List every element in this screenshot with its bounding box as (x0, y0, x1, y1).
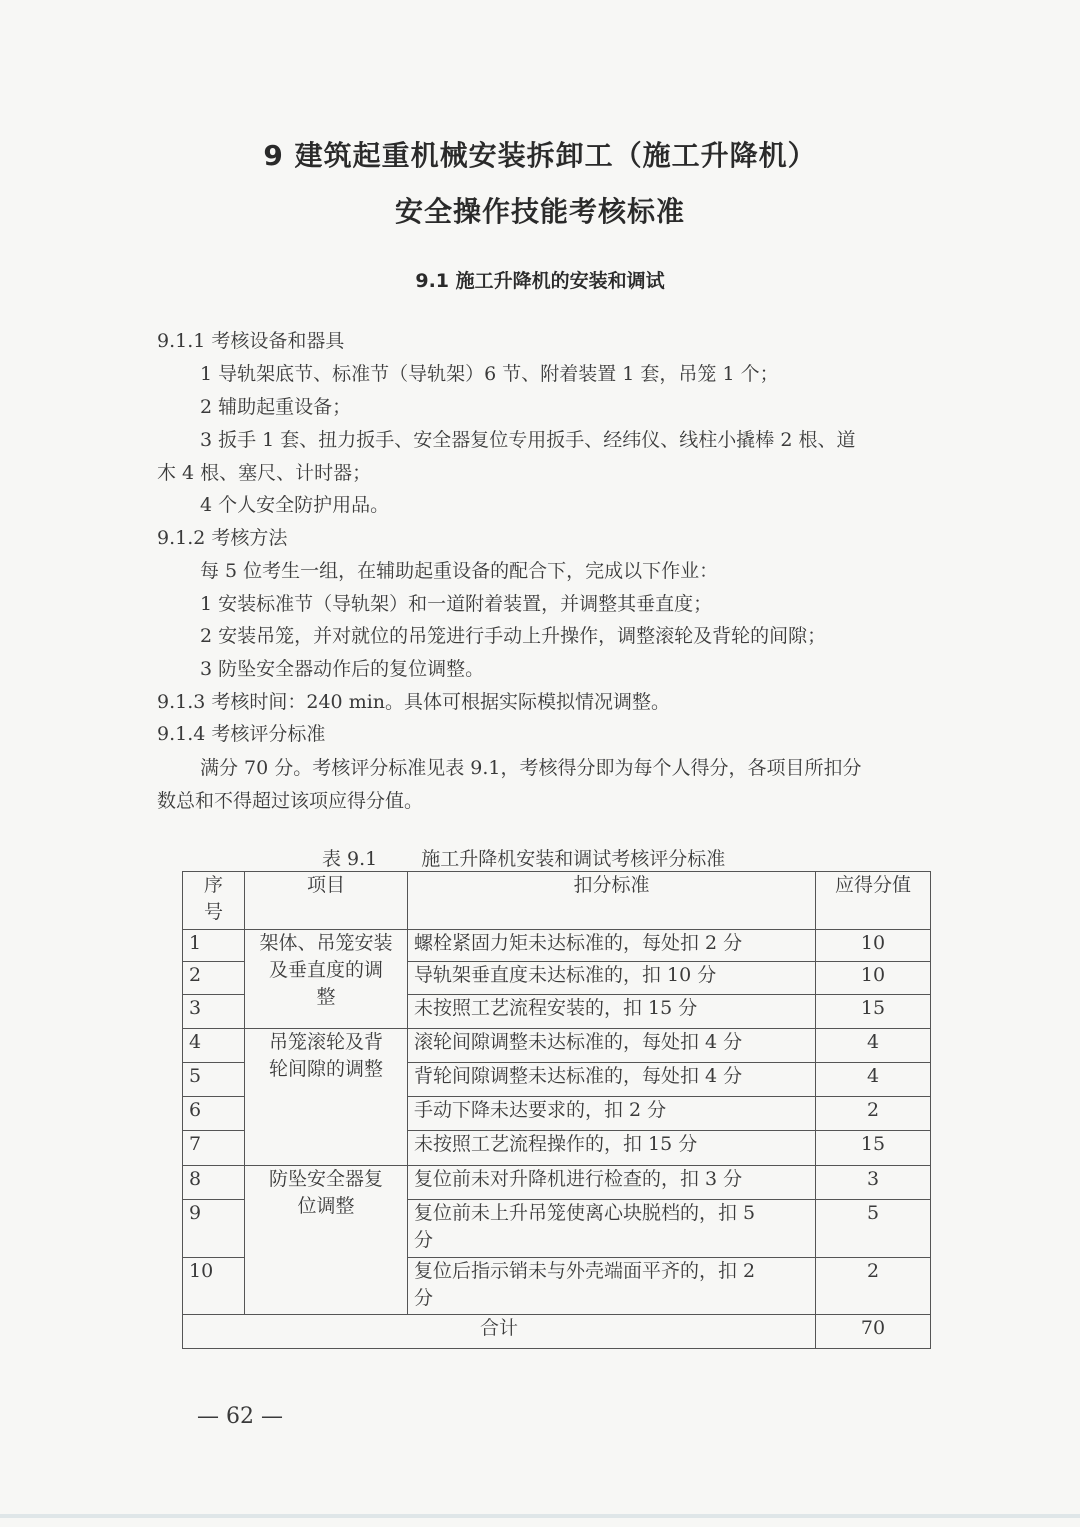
row-rule: 复位前未上升吊笼使离心块脱档的，扣 5 分 (408, 1200, 816, 1258)
table-row (183, 930, 931, 962)
list-item: 1 安装标准节（导轨架）和一道附着装置，并调整其垂直度； (200, 593, 713, 615)
clause-heading: 9.1.2 考核方法 (157, 527, 288, 549)
row-no: 2 (183, 962, 245, 995)
header-score: 应得分值 (816, 872, 931, 930)
row-rule: 滚轮间隙调整未达标准的，每处扣 4 分 (408, 1029, 816, 1063)
row-score: 4 (816, 1029, 931, 1063)
row-score: 4 (816, 1063, 931, 1097)
row-score: 5 (816, 1200, 931, 1258)
chapter-subtitle: 安全操作技能考核标准 (394, 195, 685, 228)
row-rule: 螺栓紧固力矩未达标准的，每处扣 2 分 (408, 930, 816, 962)
list-item: 1 导轨架底节、标准节（导轨架）6 节、附着装置 1 套，吊笼 1 个； (200, 363, 779, 385)
table-header-row (183, 872, 931, 930)
row-rule: 复位前未对升降机进行检查的，扣 3 分 (408, 1166, 816, 1200)
clause-heading: 9.1.1 考核设备和器具 (157, 330, 345, 352)
paragraph: 满分 70 分。考核评分标准见表 9.1，考核得分即为每个人得分，各项目所扣分 (200, 757, 862, 779)
chapter-title: 9 建筑起重机械安装拆卸工（施工升降机） (263, 139, 817, 172)
row-no: 10 (183, 1258, 245, 1315)
group-cell: 防坠安全器复 位调整 (245, 1166, 408, 1315)
row-score: 15 (816, 995, 931, 1029)
row-no: 1 (183, 930, 245, 962)
table-number: 表 9.1 (322, 848, 378, 870)
table-row (183, 1166, 931, 1200)
row-rule: 复位后指示销未与外壳端面平齐的，扣 2 分 (408, 1258, 816, 1315)
row-score: 10 (816, 962, 931, 995)
table-title: 施工升降机安装和调试考核评分标准 (421, 848, 726, 870)
header-item: 项目 (245, 872, 408, 930)
scoring-table (182, 871, 931, 1349)
clause-heading: 9.1.4 考核评分标准 (157, 723, 326, 745)
list-item: 3 防坠安全器动作后的复位调整。 (200, 658, 485, 680)
bottom-divider (0, 1514, 1080, 1518)
row-no: 8 (183, 1166, 245, 1200)
header-no: 序 号 (183, 872, 245, 930)
table-total-row (183, 1315, 931, 1349)
row-no: 7 (183, 1131, 245, 1166)
list-item: 4 个人安全防护用品。 (200, 494, 390, 516)
row-no: 5 (183, 1063, 245, 1097)
section-title: 9.1 施工升降机的安装和调试 (415, 270, 665, 292)
row-no: 4 (183, 1029, 245, 1063)
table-row (183, 1029, 931, 1063)
group-cell: 架体、吊笼安装 及垂直度的调 整 (245, 930, 408, 1029)
row-no: 6 (183, 1097, 245, 1131)
row-no: 9 (183, 1200, 245, 1258)
row-rule: 未按照工艺流程操作的，扣 15 分 (408, 1131, 816, 1166)
header-rule: 扣分标准 (408, 872, 816, 930)
row-score: 15 (816, 1131, 931, 1166)
page-number: — 62 — (197, 1404, 283, 1429)
list-item: 2 辅助起重设备； (200, 396, 352, 418)
paragraph: 每 5 位考生一组，在辅助起重设备的配合下，完成以下作业： (200, 560, 719, 582)
total-score: 70 (816, 1315, 931, 1349)
list-item: 2 安装吊笼，并对就位的吊笼进行手动上升操作，调整滚轮及背轮的间隙； (200, 625, 827, 647)
row-score: 10 (816, 930, 931, 962)
paragraph-continued: 数总和不得超过该项应得分值。 (157, 790, 424, 812)
row-rule: 未按照工艺流程安装的，扣 15 分 (408, 995, 816, 1029)
list-item: 3 扳手 1 套、扭力扳手、安全器复位专用扳手、经纬仪、线柱小撬棒 2 根、道 (200, 429, 856, 451)
row-score: 2 (816, 1097, 931, 1131)
list-item-continued: 木 4 根、塞尺、计时器； (157, 462, 372, 484)
total-label: 合计 (183, 1315, 816, 1349)
row-rule: 导轨架垂直度未达标准的，扣 10 分 (408, 962, 816, 995)
group-cell: 吊笼滚轮及背 轮间隙的调整 (245, 1029, 408, 1166)
row-no: 3 (183, 995, 245, 1029)
row-score: 2 (816, 1258, 931, 1315)
row-score: 3 (816, 1166, 931, 1200)
clause-heading: 9.1.3 考核时间：240 min。具体可根据实际模拟情况调整。 (157, 691, 671, 713)
row-rule: 背轮间隙调整未达标准的，每处扣 4 分 (408, 1063, 816, 1097)
row-rule: 手动下降未达要求的，扣 2 分 (408, 1097, 816, 1131)
table-caption (322, 844, 725, 871)
